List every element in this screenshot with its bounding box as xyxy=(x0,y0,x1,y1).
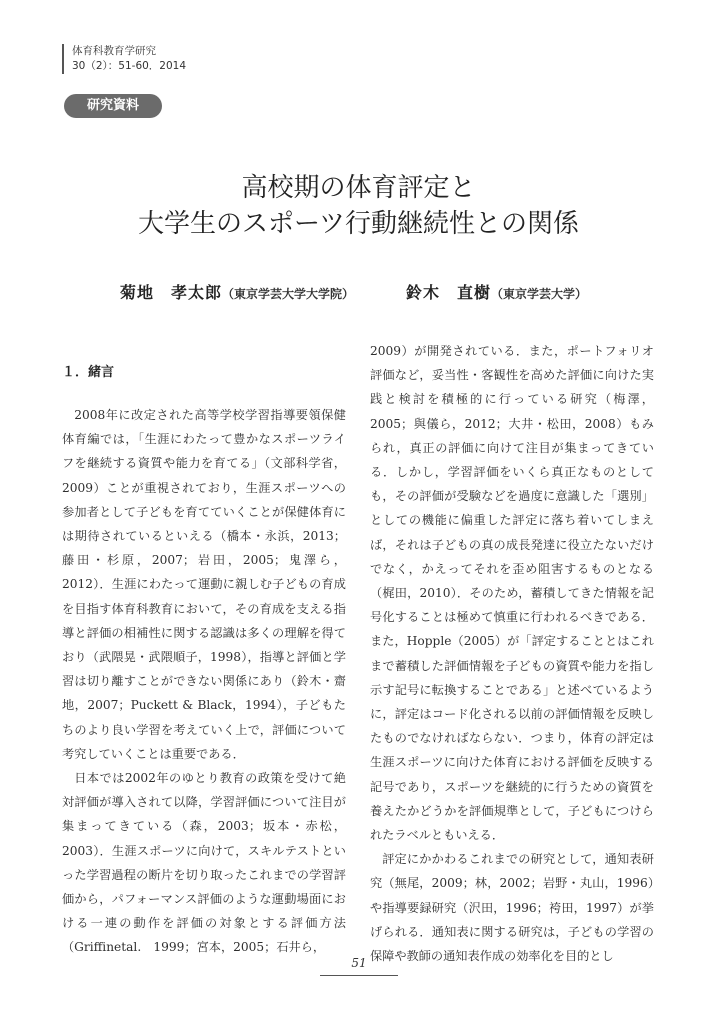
author-affiliation: （東京学芸大学大学院） xyxy=(222,287,355,301)
title-line-1: 高校期の体育評定と xyxy=(241,173,476,203)
paper-title xyxy=(0,170,717,242)
left-column xyxy=(62,339,346,960)
author-affiliation: （東京学芸大学） xyxy=(491,287,588,301)
body-paragraph: 2008年に改定された高等学校学習指導要領保健体育編では，「生涯にわたって豊かなスポーツライフを継続する資質や能力を育てる」（文部科学省，2009）ことが重視されており，生涯スポーツへの参加者として子どもを育てていくことが保健体育には期待されているといえる（橋本・永浜，2013；藤田・杉原，2007；岩田，2005；鬼澤ら，2012）．生涯にわたって運動に親しむ子どもの育成を目指す体育科教育において，その育成を支える指導と評価の相補性に関する認識は多くの理解を得ており（武隈晃・武隈順子，1998），指導と評価と学習は切り離すことができない関係にあり（鈴木・齋地，2007；Puckett & Black，1994），子どもたちのより良い学習を考えていく上で，評価について考究していくことは重要である． xyxy=(62,408,346,761)
body-paragraph: 2009）が開発されている．また，ポートフォリオ評価など，妥当性・客観性を高めた評価に向けた実践と検討を積極的に行っている研究（梅澤，2005；與儀ら，2012；大井・松田，2008）もみられ，真正の評価に向けて注目が集まってきている．しかし，学習評価をいくら真正なものとしても，その評価が受験などを過度に意識した「選別」としての機能に偏重した評定に落ち着いてしまえば，それは子どもの真の成長発達に役立たないだけでなく，かえってそれを歪め阻害するものとなる（梶田，2010）．そのため，蓄積してきた情報を記号化することは極めて慎重に行われるべきである．また，Hopple（2005）が「評定することとはこれまで蓄積した評価情報を子どもの資質や能力を指し示す記号に転換することである」と述べているように，評定はコード化される以前の評価情報を反映したものでなければならない．つまり，体育の評定は生涯スポーツに向けた体育における評価を反映する記号であり，スポーツを継続的に行うための資質を養えたかどうかを評価規準として，子どもにつけられたラベルともいえる． xyxy=(370,344,654,843)
title-line-2: 大学生のスポーツ行動継続性との関係 xyxy=(138,209,579,239)
page-number: 51 xyxy=(351,956,367,970)
journal-citation: 30（2）：51-60．2014 xyxy=(72,60,187,72)
journal-name: 体育科教育学研究 xyxy=(72,45,156,57)
right-column xyxy=(370,339,654,968)
body-paragraph: 評定にかかわるこれまでの研究として，通知表研究（無尾，2009；林，2002；岩野・丸山，1996）や指導要録研究（沢田，1996；袴田，1997）が挙げられる．通知表に関する研究は，子どもの学習の保障や教師の通知表作成の効率化を目的とし xyxy=(370,852,654,964)
author-name: 菊地 孝太郎 xyxy=(120,283,223,302)
author-name: 鈴木 直樹 xyxy=(406,283,492,302)
journal-info xyxy=(62,44,186,74)
section-heading: １．緒言 xyxy=(62,365,115,380)
author-1 xyxy=(120,281,354,306)
body-paragraph: 日本では2002年のゆとり教育の政策を受けて絶対評価が導入されて以降，学習評価について注目が集まってきている（森，2003；坂本・赤松，2003）．生涯スポーツに向けて，スキルテストといった学習過程の断片を切り取ったこれまでの学習評価から，パフォーマンス評価のような運動場面における一連の動作を評価の対象とする評価方法（Griffinetal. 1999；宮本，2005；石井ら， xyxy=(62,771,346,955)
author-2 xyxy=(406,281,587,306)
footer-rule xyxy=(320,975,398,976)
article-type-badge: 研究資料 xyxy=(64,94,162,118)
author-list xyxy=(120,281,640,305)
